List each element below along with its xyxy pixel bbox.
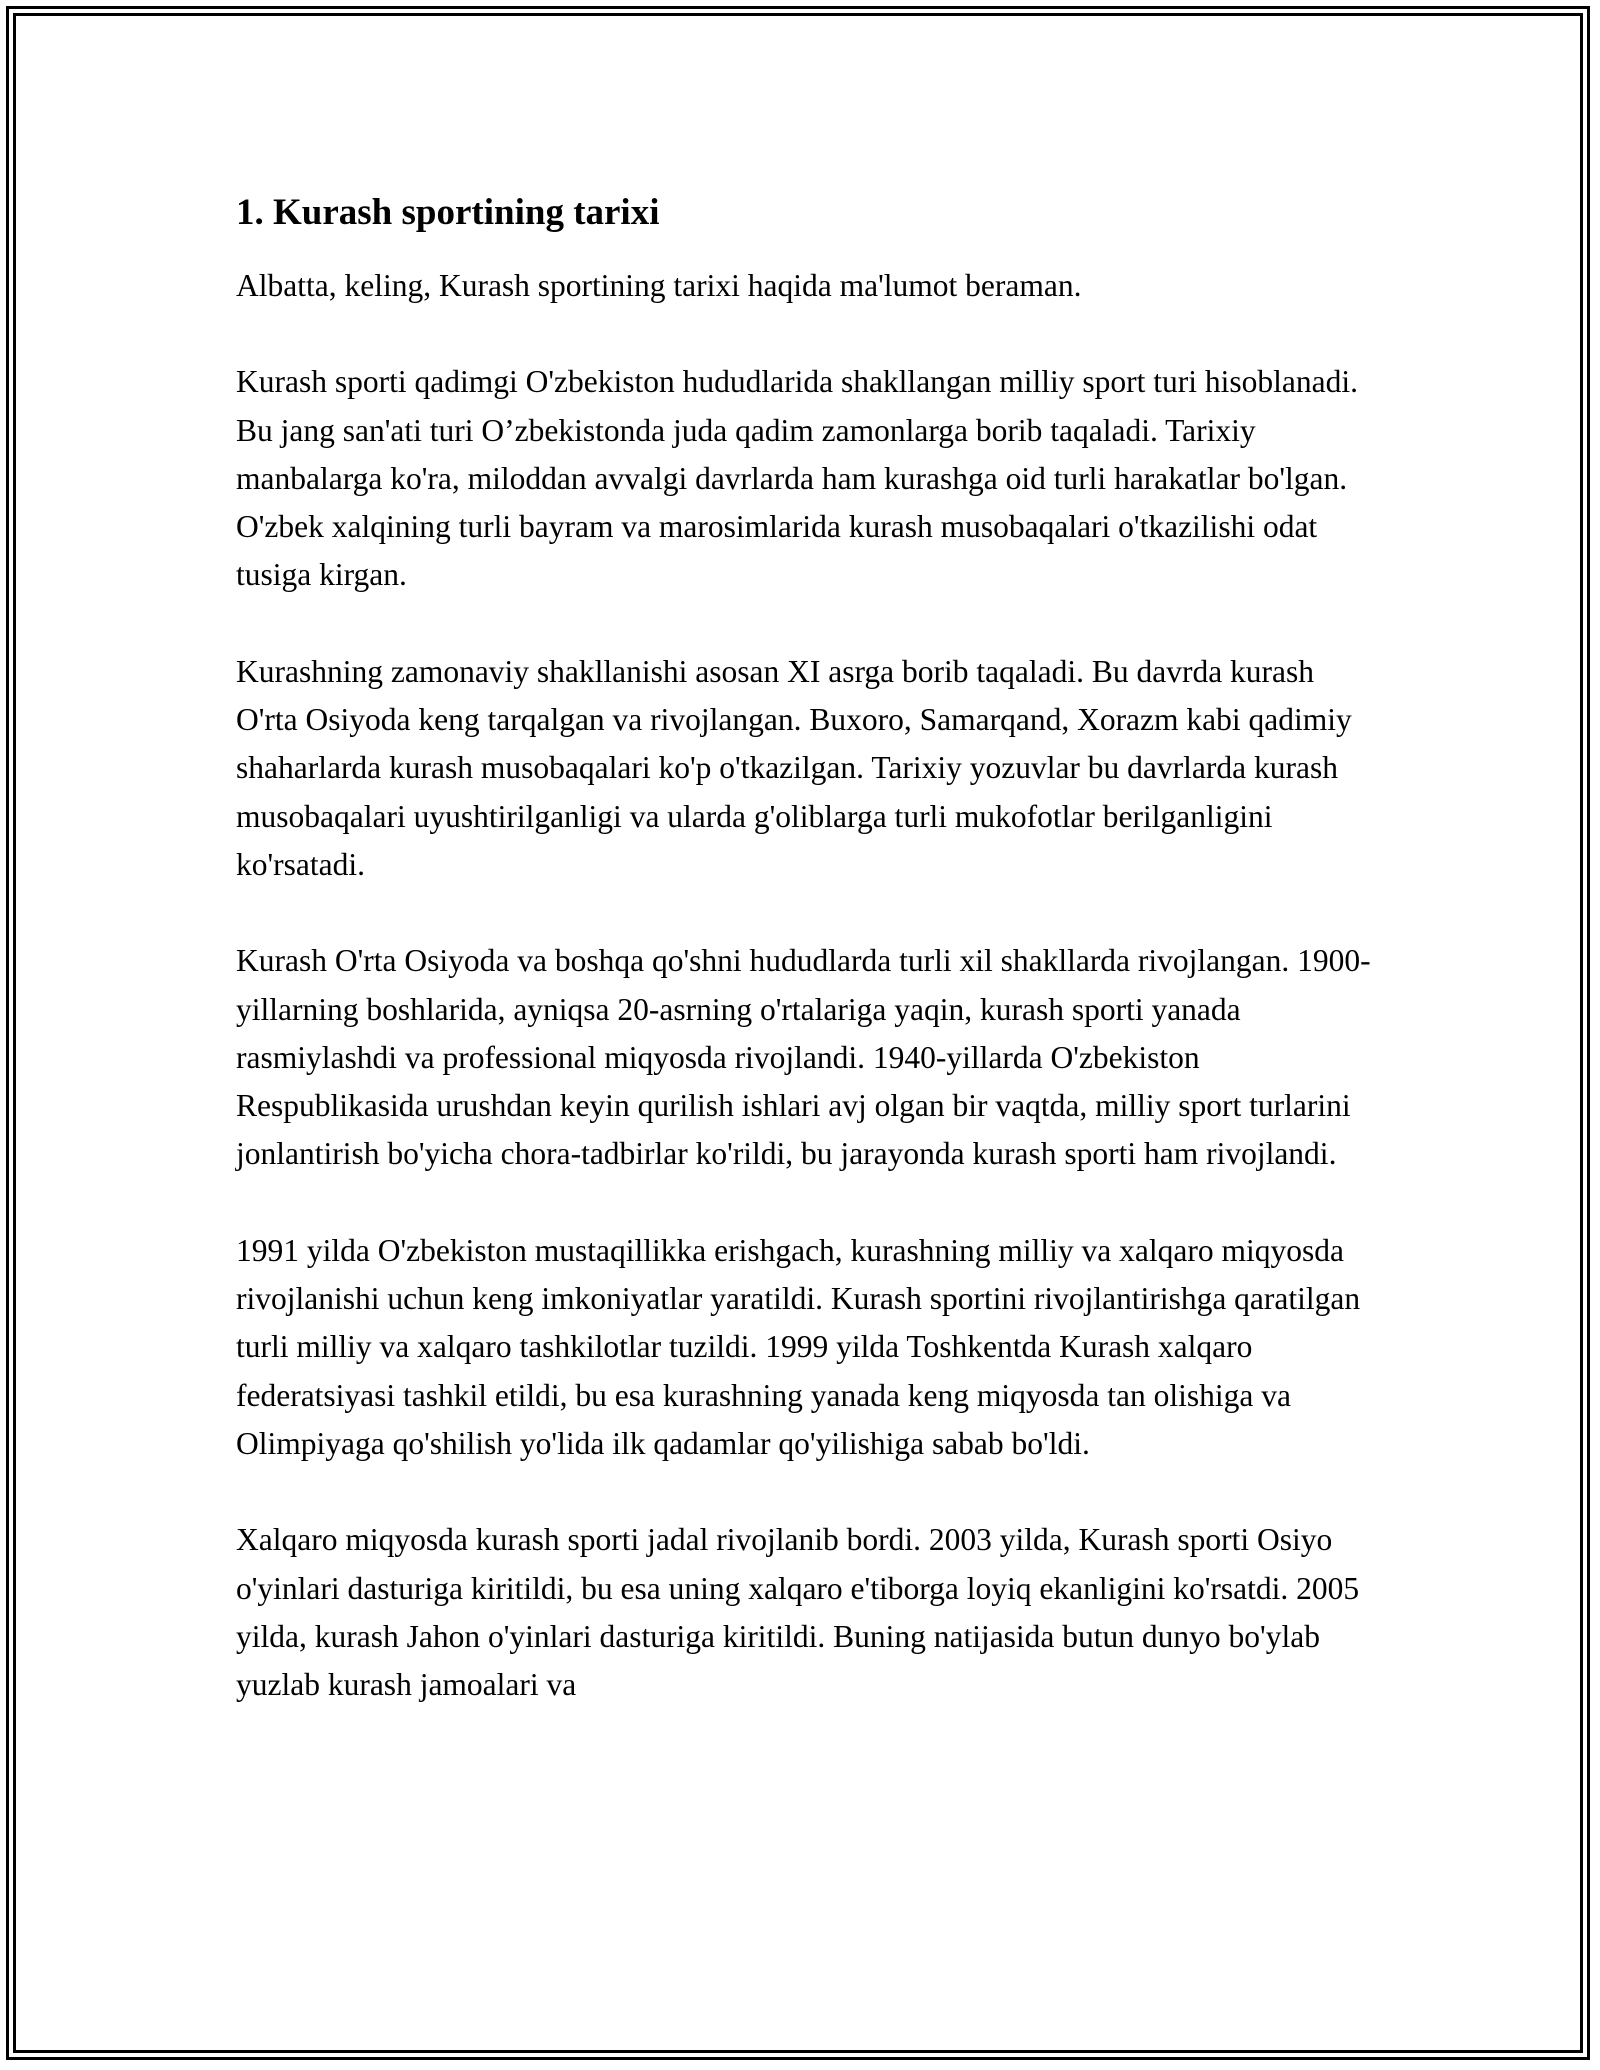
paragraph-origins: Kurash sporti qadimgi O'zbekiston hududlarida shakllangan milliy sport turi hisoblanadi. Bu jang san'ati turi O’zbekistonda juda qadim zamonlarga borib taqaladi. Tarixiy manbalarga ko'ra, miloddan avvalgi davrlarda ham kurashga oid turli harakatlar bo'lgan. O'zbek xalqining turli bayram va marosimlarida kurash musobaqalari o'tkazilishi odat tusiga kirgan. xyxy=(236,364,1359,593)
paragraph-modern-formation: Kurashning zamonaviy shakllanishi asosan XI asrga borib taqaladi. Bu davrda kurash O'rta Osiyoda keng tarqalgan va rivojlangan. Buxoro, Samarqand, Xorazm kabi qadimiy shaharlarda kurash musobaqalari ko'p o'tkazilgan. Tarixiy yozuvlar bu davrlarda kurash musobaqalari uyushtirilganligi va ularda g'oliblarga turli mukofotlar berilganligini ko'rsatadi. xyxy=(236,653,1352,882)
paragraph-international: Xalqaro miqyosda kurash sporti jadal rivojlanib bordi. 2003 yilda, Kurash sporti Osiyo o'yinlari dasturiga kiritildi, bu esa uning xalqaro e'tiborga loyiq ekanligini ko'rsatdi. 2005 yilda, kurash Jahon o'yinlari dasturiga kiritildi. Buning natijasida butun dunyo bo'ylab yuzlab kurash jamoalari va xyxy=(236,1522,1360,1703)
paragraph-20th-century: Kurash O'rta Osiyoda va boshqa qo'shni hududlarda turli xil shakllarda rivojlangan. 1900-yillarning boshlarida, ayniqsa 20-asrning o'rtalariga yaqin, kurash sporti yanada rasmiylashdi va professional miqyosda rivojlandi. 1940-yillarda O'zbekiston Respublikasida urushdan keyin qurilish ishlari avj olgan bir vaqtda, milliy sport turlarini jonlantirish bo'yicha chora-tadbirlar ko'rildi, bu jarayonda kurash sporti ham rivojlandi. xyxy=(236,943,1371,1172)
paragraph-independence: 1991 yilda O'zbekiston mustaqillikka erishgach, kurashning milliy va xalqaro miqyosda rivojlanishi uchun keng imkoniyatlar yaratildi. Kurash sportini rivojlantirishga qaratilgan turli milliy va xalqaro tashkilotlar tuzildi. 1999 yilda Toshkentda Kurash xalqaro federatsiyasi tashkil etildi, bu esa kurashning yanada keng miqyosda tan olishiga va Olimpiyaga qo'shilish yo'lida ilk qadamlar qo'yilishiga sabab bo'ldi. xyxy=(236,1232,1361,1461)
document-body xyxy=(236,186,1376,1757)
paragraph-intro: Albatta, keling, Kurash sportining tarixi haqida ma'lumot beraman. xyxy=(236,268,1082,303)
section-heading: 1. Kurash sportining tarixi xyxy=(236,192,660,233)
